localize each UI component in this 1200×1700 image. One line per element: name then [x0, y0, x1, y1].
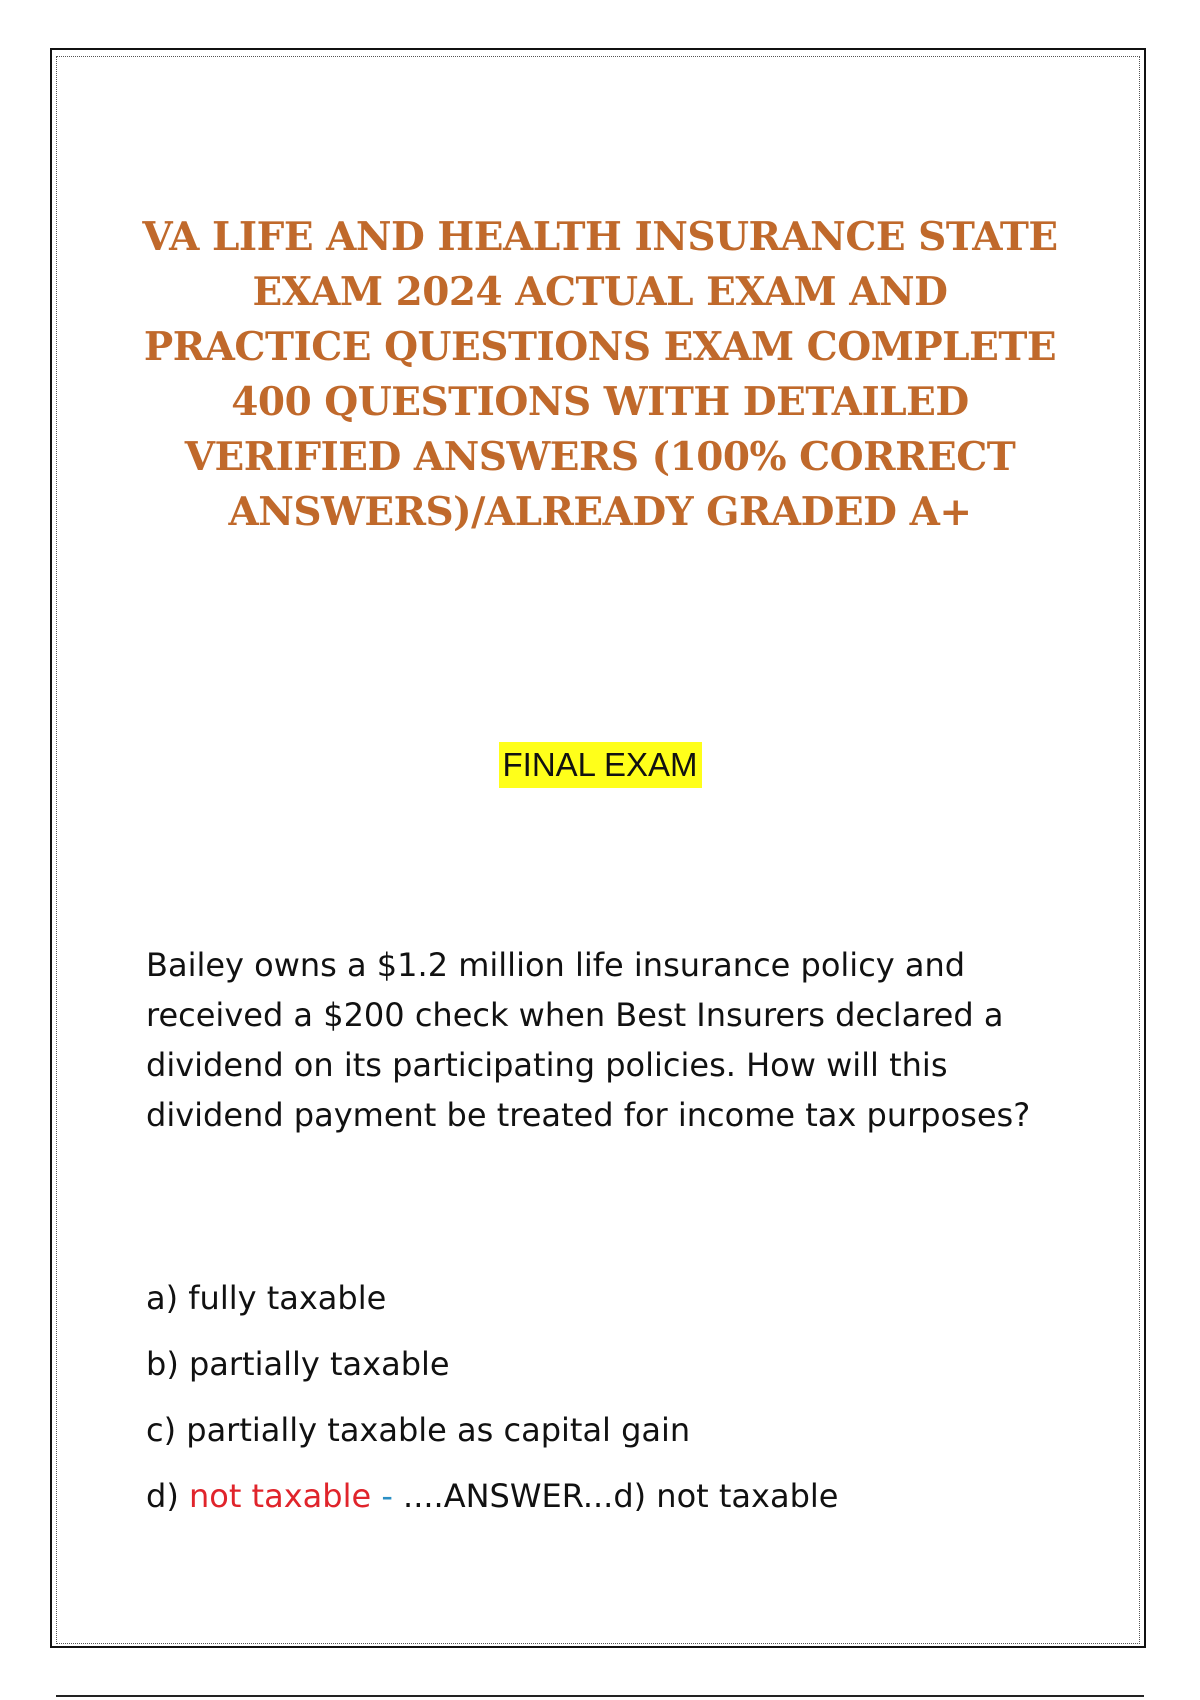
- option-c: c) partially taxable as capital gain: [146, 1411, 691, 1449]
- option-d-separator: -: [371, 1477, 404, 1515]
- option-d-prefix: d): [146, 1477, 189, 1515]
- option-d: [146, 1468, 1056, 1534]
- section-label: FINAL EXAM: [499, 742, 702, 788]
- option-d-answer: ....ANSWER...d) not taxable: [403, 1477, 839, 1515]
- question-text: Bailey owns a $1.2 million life insurance policy and received a $200 check when Best Insurers declared a dividend on its participating policies. How will this dividend payment be treated for income tax purposes?: [146, 946, 1031, 1134]
- answer-options: [146, 1270, 1056, 1534]
- option-a: a) fully taxable: [146, 1279, 387, 1317]
- document-title: VA LIFE AND HEALTH INSURANCE STATE EXAM 2024 ACTUAL EXAM AND PRACTICE QUESTIONS EXAM COMPLETE 400 QUESTIONS WITH DETAILED VERIFIED ANSWERS (100% CORRECT ANSWERS)/ALREADY GRADED A+: [142, 214, 1058, 535]
- option-d-highlight: not taxable: [188, 1477, 372, 1515]
- section-label-container: [0, 742, 1200, 788]
- option-b: b) partially taxable: [146, 1345, 450, 1383]
- bottom-divider: [56, 1695, 1144, 1697]
